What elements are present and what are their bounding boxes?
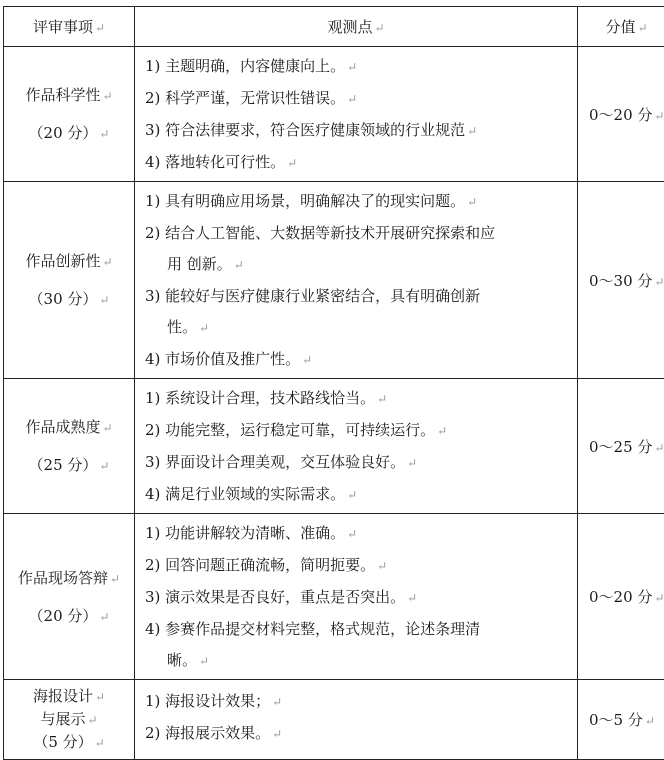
table-row xyxy=(4,379,664,514)
criteria-line: 2) 功能完整，运行稳定可靠，可持续运行。 ↵ xyxy=(145,415,571,447)
criteria-line: 晰。 ↵ xyxy=(145,645,571,677)
header-score: 分值 ↵ xyxy=(578,7,664,47)
score-cell: 0～25 分 ↵ xyxy=(578,379,664,514)
criteria-line: 2) 海报展示效果。 ↵ xyxy=(145,718,571,750)
table-row xyxy=(4,182,664,379)
criteria-cell xyxy=(135,47,578,182)
criteria-line: 4) 市场价值及推广性。 ↵ xyxy=(145,344,571,376)
score-cell: 0～30 分 ↵ xyxy=(578,182,664,379)
criteria-line: 1) 系统设计合理，技术路线恰当。 ↵ xyxy=(145,383,571,415)
item-cell: 作品科学性 ↵ （20 分） ↵ xyxy=(4,47,135,182)
criteria-line: 1) 功能讲解较为清晰、准确。 ↵ xyxy=(145,518,571,550)
item-cell: 作品成熟度 ↵ （25 分） ↵ xyxy=(4,379,135,514)
criteria-cell xyxy=(135,379,578,514)
criteria-cell xyxy=(135,182,578,379)
criteria-line: 1) 具有明确应用场景，明确解决了的现实问题。 ↵ xyxy=(145,186,571,218)
criteria-line: 1) 主题明确，内容健康向上。 ↵ xyxy=(145,51,571,83)
criteria-line: 2) 科学严谨，无常识性错误。 ↵ xyxy=(145,83,571,115)
criteria-cell xyxy=(135,514,578,680)
criteria-line: 3) 能较好与医疗健康行业紧密结合，具有明确创新 xyxy=(145,281,571,312)
item-cell: 海报设计 ↵ 与展示 ↵ （5 分） ↵ xyxy=(4,680,135,760)
item-cell: 作品现场答辩 ↵ （20 分） ↵ xyxy=(4,514,135,680)
scoring-rubric-table xyxy=(3,6,664,760)
criteria-line: 4) 落地转化可行性。 ↵ xyxy=(145,147,571,179)
header-criteria: 观测点 ↵ xyxy=(135,7,578,47)
table-row xyxy=(4,680,664,760)
criteria-line: 4) 参赛作品提交材料完整，格式规范，论述条理清 xyxy=(145,614,571,645)
table-row xyxy=(4,47,664,182)
header-item: 评审事项 ↵ xyxy=(4,7,135,47)
criteria-cell xyxy=(135,680,578,760)
criteria-line: 用 创新。 ↵ xyxy=(145,249,571,281)
score-cell: 0～20 分 ↵ xyxy=(578,47,664,182)
criteria-line: 1) 海报设计效果； ↵ xyxy=(145,686,571,718)
table-header-row xyxy=(4,7,664,47)
score-cell: 0～20 分 ↵ xyxy=(578,514,664,680)
item-cell: 作品创新性 ↵ （30 分） ↵ xyxy=(4,182,135,379)
criteria-line: 2) 结合人工智能、大数据等新技术开展研究探索和应 xyxy=(145,218,571,249)
criteria-line: 3) 界面设计合理美观，交互体验良好。 ↵ xyxy=(145,447,571,479)
table-row xyxy=(4,514,664,680)
criteria-line: 2) 回答问题正确流畅，简明扼要。 ↵ xyxy=(145,550,571,582)
score-cell: 0～5 分 ↵ xyxy=(578,680,664,760)
criteria-line: 3) 演示效果是否良好，重点是否突出。 ↵ xyxy=(145,582,571,614)
criteria-line: 3) 符合法律要求，符合医疗健康领域的行业规范 ↵ xyxy=(145,115,571,147)
criteria-line: 4) 满足行业领域的实际需求。 ↵ xyxy=(145,479,571,511)
criteria-line: 性。 ↵ xyxy=(145,312,571,344)
